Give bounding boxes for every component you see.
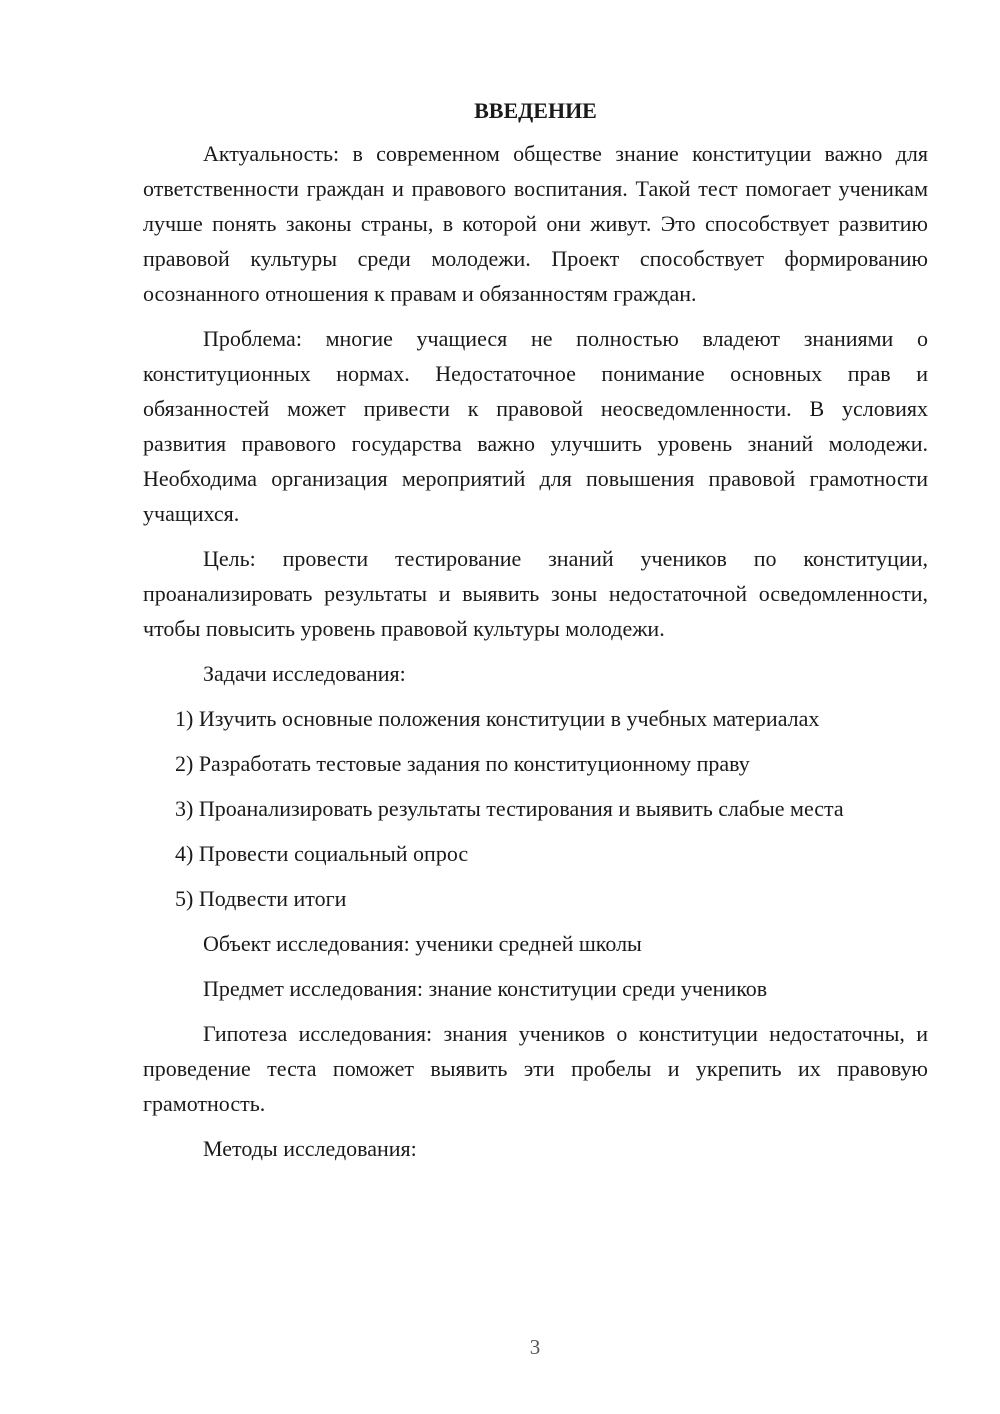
task-item-2: 2) Разработать тестовые задания по конституционному праву xyxy=(175,751,750,776)
task-item-1: 1) Изучить основные положения конституции в учебных материалах xyxy=(175,706,820,731)
page-content xyxy=(143,93,928,1166)
paragraph-hypothesis: Гипотеза исследования: знания учеников о конституции недостаточны, и проведение теста поможет выявить эти пробелы и укрепить их правовую грамотность. xyxy=(143,1021,928,1116)
paragraph-relevance: Актуальность: в современном обществе знание конституции важно для ответственности граждан и правового воспитания. Такой тест помогает ученикам лучше понять законы страны, в которой они живут. Это способствует развитию правовой культуры среди молодежи. Проект способствует формированию осознанного отношения к правам и обязанностям граждан. xyxy=(143,141,928,306)
paragraph-goal: Цель: провести тестирование знаний учеников по конституции, проанализировать результаты и выявить зоны недостаточной осведомленности, чтобы повысить уровень правовой культуры молодежи. xyxy=(143,546,928,641)
page-number: 3 xyxy=(529,1335,541,1359)
methods-heading: Методы исследования: xyxy=(203,1136,417,1161)
task-item-4: 4) Провести социальный опрос xyxy=(175,841,469,866)
paragraph-subject: Предмет исследования: знание конституции среди учеников xyxy=(203,976,768,1001)
task-item-5: 5) Подвести итоги xyxy=(175,886,347,911)
tasks-heading: Задачи исследования: xyxy=(203,661,406,686)
paragraph-object: Объект исследования: ученики средней школы xyxy=(203,931,642,956)
task-item-3: 3) Проанализировать результаты тестирования и выявить слабые места xyxy=(175,796,844,821)
paragraph-problem: Проблема: многие учащиеся не полностью владеют знаниями о конституционных нормах. Недостаточное понимание основных прав и обязанностей может привести к правовой неосведомленности. В условиях развития правового государства важно улучшить уровень знаний молодежи. Необходима организация мероприятий для повышения правовой грамотности учащихся. xyxy=(143,326,928,526)
section-title: ВВЕДЕНИЕ xyxy=(474,98,597,123)
